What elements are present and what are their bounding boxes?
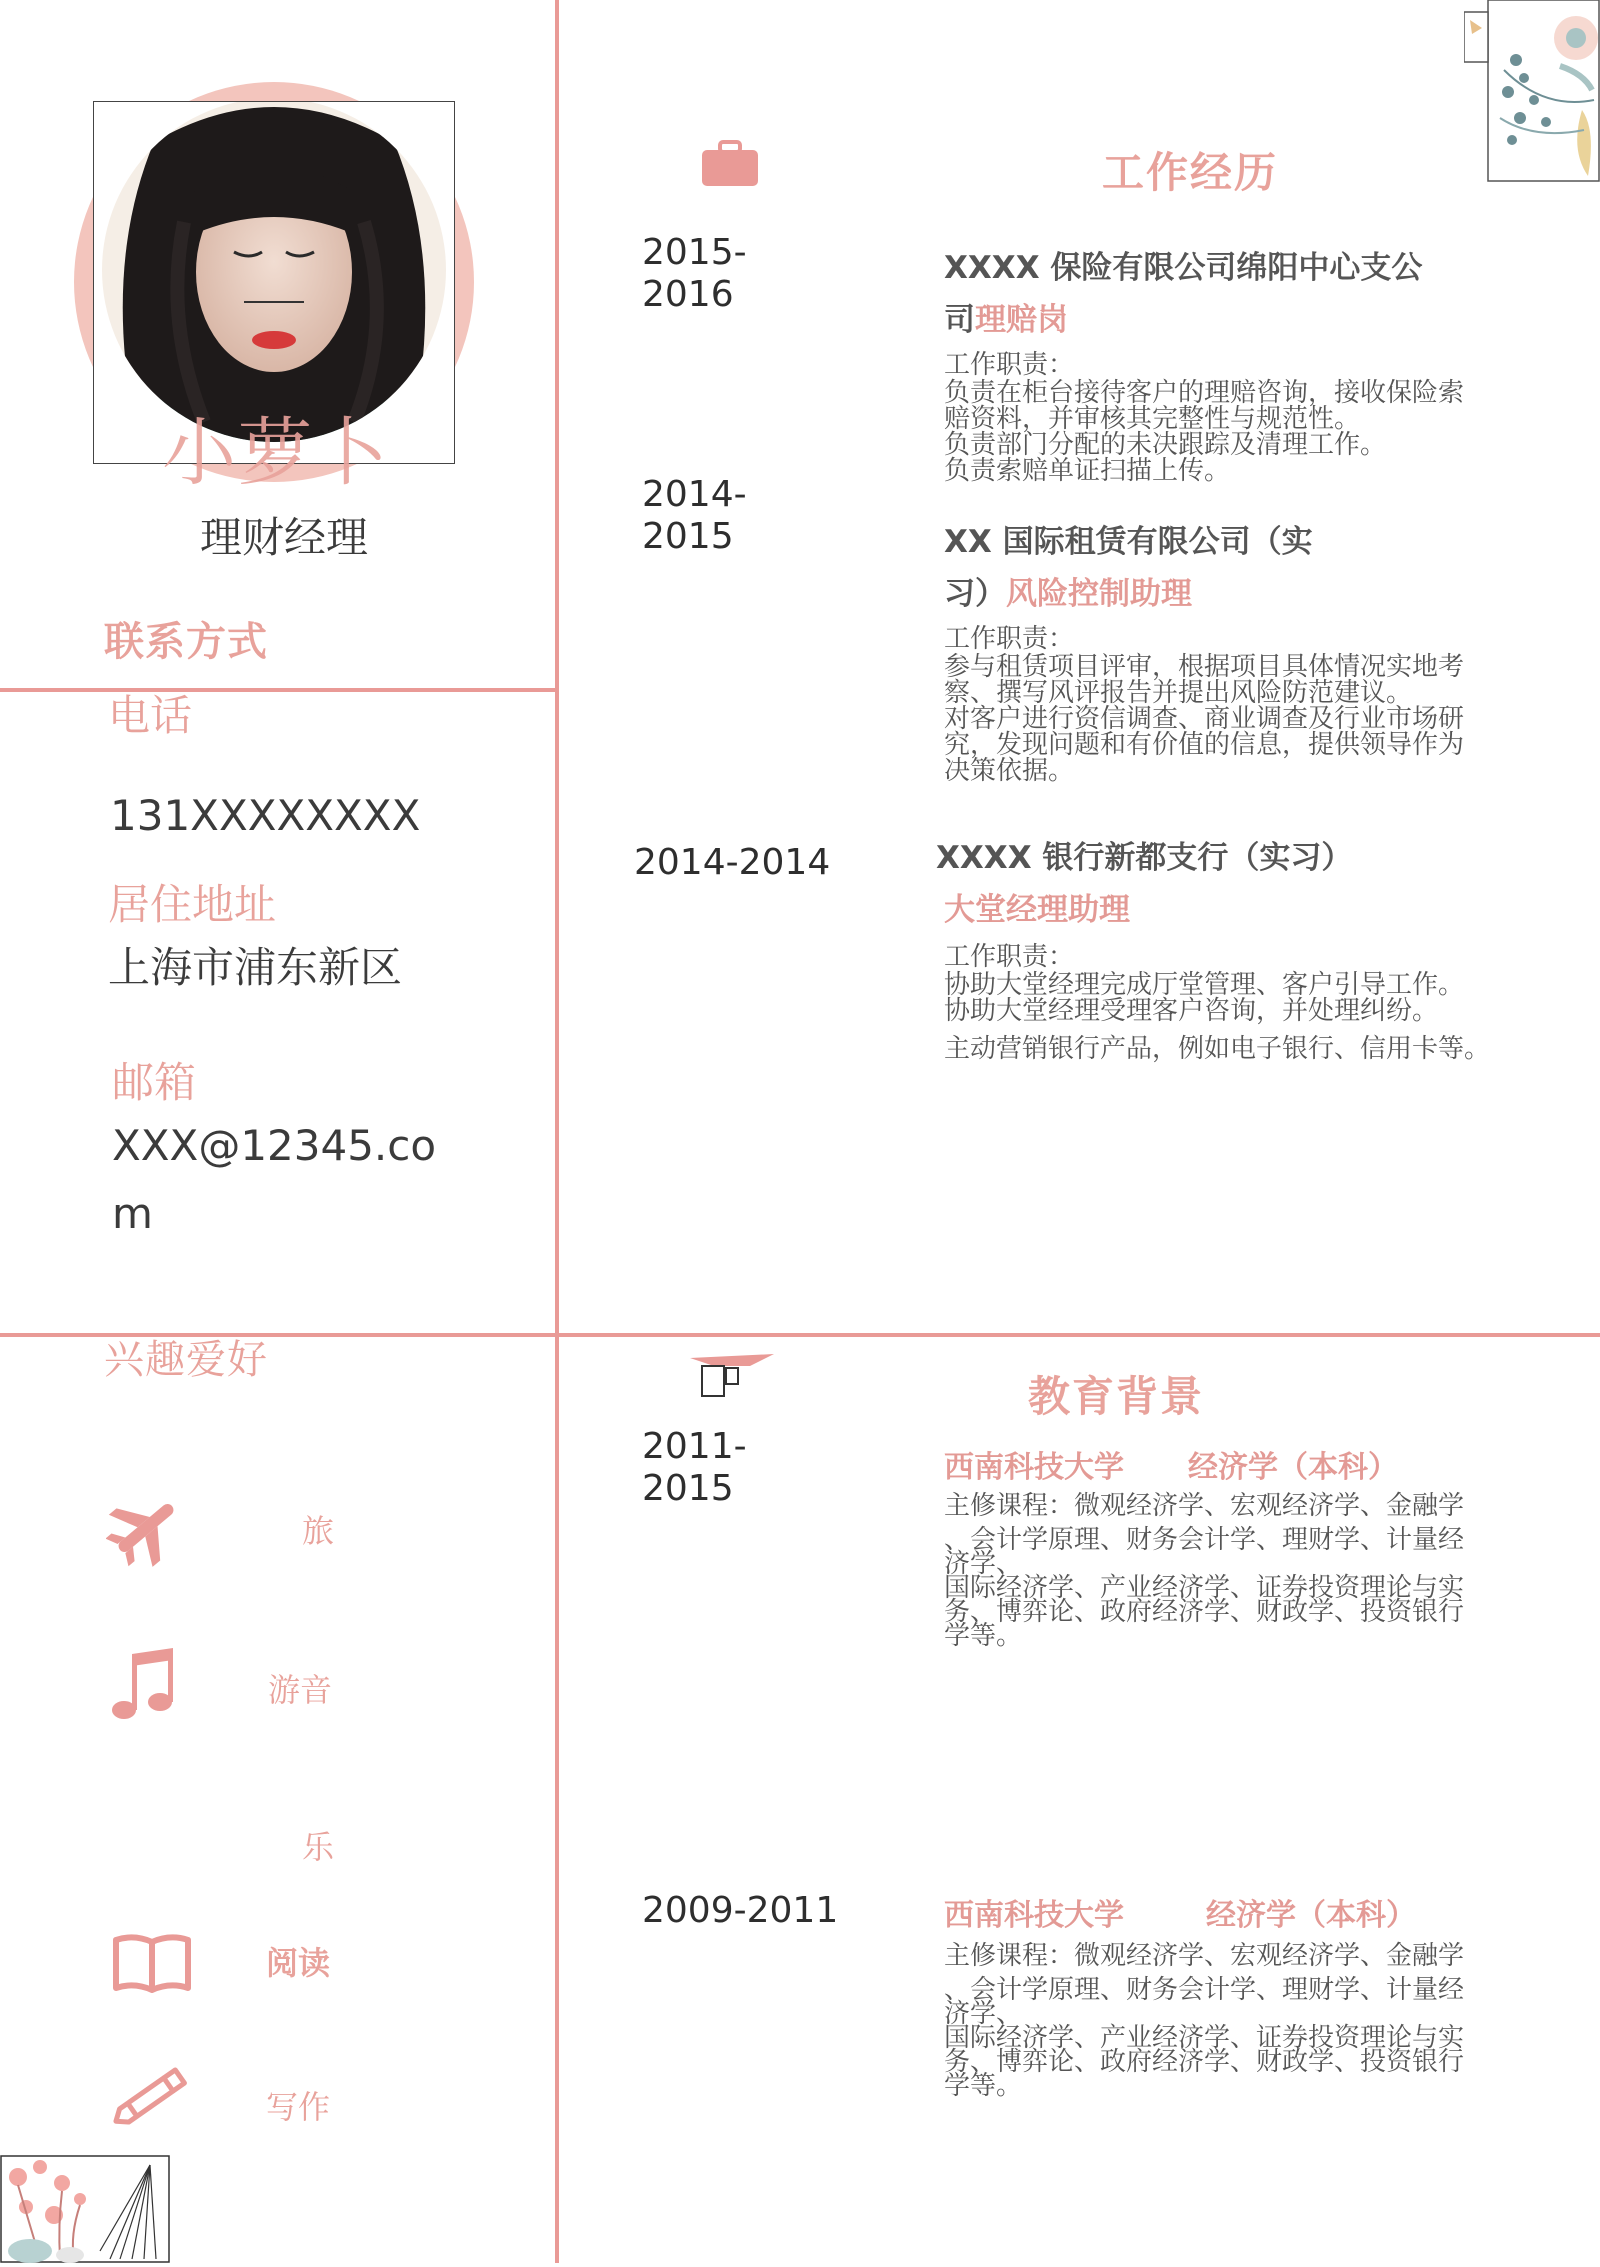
email-line: XXX@12345.co bbox=[112, 1121, 437, 1170]
duty-list bbox=[944, 972, 1490, 1062]
duty-line: 赔资料，并审核其完整性与规范性。 bbox=[944, 404, 1361, 434]
course-line: 国际经济学、产业经济学、证券投资理论与实 bbox=[944, 1573, 1465, 1603]
education-heading: 教育背景 bbox=[1028, 1372, 1205, 1421]
email-value bbox=[112, 1112, 436, 1248]
edu-major: 经济学（本科） bbox=[1188, 1450, 1398, 1485]
course-list bbox=[944, 1941, 1465, 2101]
duty-line: 究，发现问题和有价值的信息，提供领导作为 bbox=[944, 730, 1465, 760]
duty-title: 工作职责： bbox=[944, 942, 1075, 972]
course-line: 务、博弈论、政府经济学、财政学、投资银行 bbox=[944, 2047, 1465, 2077]
work-company bbox=[944, 242, 1422, 346]
company-line bbox=[944, 294, 1422, 346]
hobby-label: 旅 bbox=[302, 1512, 335, 1550]
course-line: 、会计学原理、财务会计学、理财学、计量经 bbox=[944, 1975, 1465, 2005]
contact-heading: 联系方式 bbox=[104, 619, 268, 665]
book-icon bbox=[112, 1932, 192, 1996]
phone-value: 131XXXXXXXX bbox=[110, 791, 421, 840]
duty-title: 工作职责： bbox=[944, 624, 1075, 654]
hobby-label: 游音 bbox=[268, 1671, 333, 1709]
edu-major: 经济学（本科） bbox=[1206, 1898, 1416, 1933]
work-years bbox=[642, 474, 747, 558]
duty-line: 参与租赁项目评审，根据项目具体情况实地考 bbox=[944, 652, 1465, 682]
course-line: 务、博弈论、政府经济学、财政学、投资银行 bbox=[944, 1597, 1465, 1627]
work-years bbox=[634, 842, 830, 884]
hobby-label: 写作 bbox=[266, 2088, 331, 2126]
course-line: 主修课程：微观经济学、宏观经济学、金融学 bbox=[944, 1941, 1465, 1971]
edu-years bbox=[642, 1890, 838, 1932]
phone-label: 电话 bbox=[108, 691, 193, 740]
course-list bbox=[944, 1491, 1465, 1651]
course-line: 学等。 bbox=[944, 2071, 1023, 2101]
course-line: 学等。 bbox=[944, 1621, 1023, 1651]
work-years bbox=[642, 232, 747, 316]
address-label: 居住地址 bbox=[108, 880, 277, 929]
work-company bbox=[936, 832, 1352, 884]
graduation-cap-icon bbox=[690, 1350, 774, 1400]
duty-line: 对客户进行资信调查、商业调查及行业市场研 bbox=[944, 704, 1465, 734]
year-line: 2015- bbox=[642, 232, 747, 273]
work-position: 风险控制助理 bbox=[1006, 576, 1192, 612]
work-position: 大堂经理助理 bbox=[944, 892, 1130, 928]
briefcase-icon bbox=[702, 140, 758, 186]
course-line: 济学、 bbox=[944, 1999, 1023, 2029]
duty-title: 工作职责： bbox=[944, 350, 1075, 380]
duty-line: 决策依据。 bbox=[944, 756, 1075, 786]
year-line: 2016 bbox=[642, 274, 734, 315]
hobby-label: 阅读 bbox=[266, 1944, 331, 1982]
year-line: 2015 bbox=[642, 516, 734, 557]
year-line: 2015 bbox=[642, 1468, 734, 1509]
music-note-icon bbox=[110, 1648, 174, 1722]
company-line-tail: 司 bbox=[944, 302, 975, 338]
left-column-divider bbox=[555, 0, 559, 2263]
email-label: 邮箱 bbox=[112, 1058, 197, 1107]
work-heading: 工作经历 bbox=[1102, 148, 1279, 197]
work-position: 理赔岗 bbox=[975, 302, 1068, 338]
duty-line: 负责索赔单证扫描上传。 bbox=[944, 456, 1231, 486]
floral-decoration-bottom-left bbox=[0, 2155, 172, 2263]
company-line: XXXX 保险有限公司绵阳中心支公 bbox=[944, 250, 1423, 286]
edu-school: 西南科技大学 bbox=[944, 1450, 1124, 1485]
duty-line: 负责在柜台接待客户的理赔咨询，接收保险索 bbox=[944, 378, 1465, 408]
edu-years bbox=[642, 1426, 747, 1510]
duty-line: 主动营销银行产品，例如电子银行、信用卡等。 bbox=[944, 1034, 1491, 1064]
company-line-tail: 习） bbox=[944, 576, 1006, 612]
duty-list bbox=[944, 380, 1464, 484]
duty-list bbox=[944, 654, 1464, 784]
company-line: XX 国际租赁有限公司（实 bbox=[944, 524, 1313, 560]
hobby-label: 乐 bbox=[302, 1828, 335, 1866]
email-line: m bbox=[112, 1189, 153, 1238]
year-line: 2014-2014 bbox=[634, 842, 831, 883]
duty-line: 协助大堂经理完成厅堂管理、客户引导工作。 bbox=[944, 970, 1465, 1000]
work-position-line bbox=[944, 884, 1130, 936]
address-value: 上海市浦东新区 bbox=[108, 943, 403, 992]
company-line: XXXX 银行新都支行（实习） bbox=[936, 840, 1353, 876]
floral-decoration-top-right bbox=[1464, 0, 1600, 182]
pencil-icon bbox=[112, 2060, 192, 2132]
contact-top-rule bbox=[0, 688, 557, 692]
job-title: 理财经理 bbox=[200, 513, 369, 562]
course-line: 济学、 bbox=[944, 1549, 1023, 1579]
duty-line: 协助大堂经理受理客户咨询，并处理纠纷。 bbox=[944, 996, 1439, 1026]
course-line: 、会计学原理、财务会计学、理财学、计量经 bbox=[944, 1525, 1465, 1555]
profile-name: 小萝卜 bbox=[162, 410, 390, 496]
course-line: 主修课程：微观经济学、宏观经济学、金融学 bbox=[944, 1491, 1465, 1521]
year-line: 2014- bbox=[642, 474, 747, 515]
year-line: 2009-2011 bbox=[642, 1890, 839, 1931]
duty-line: 察、撰写风评报告并提出风险防范建议。 bbox=[944, 678, 1413, 708]
work-company bbox=[944, 516, 1313, 620]
hobbies-heading: 兴趣爱好 bbox=[104, 1337, 268, 1383]
company-line bbox=[944, 568, 1313, 620]
duty-line: 负责部门分配的未决跟踪及清理工作。 bbox=[944, 430, 1387, 460]
course-line: 国际经济学、产业经济学、证券投资理论与实 bbox=[944, 2023, 1465, 2053]
year-line: 2011- bbox=[642, 1426, 747, 1467]
edu-school: 西南科技大学 bbox=[944, 1898, 1124, 1933]
airplane-icon bbox=[106, 1488, 186, 1568]
